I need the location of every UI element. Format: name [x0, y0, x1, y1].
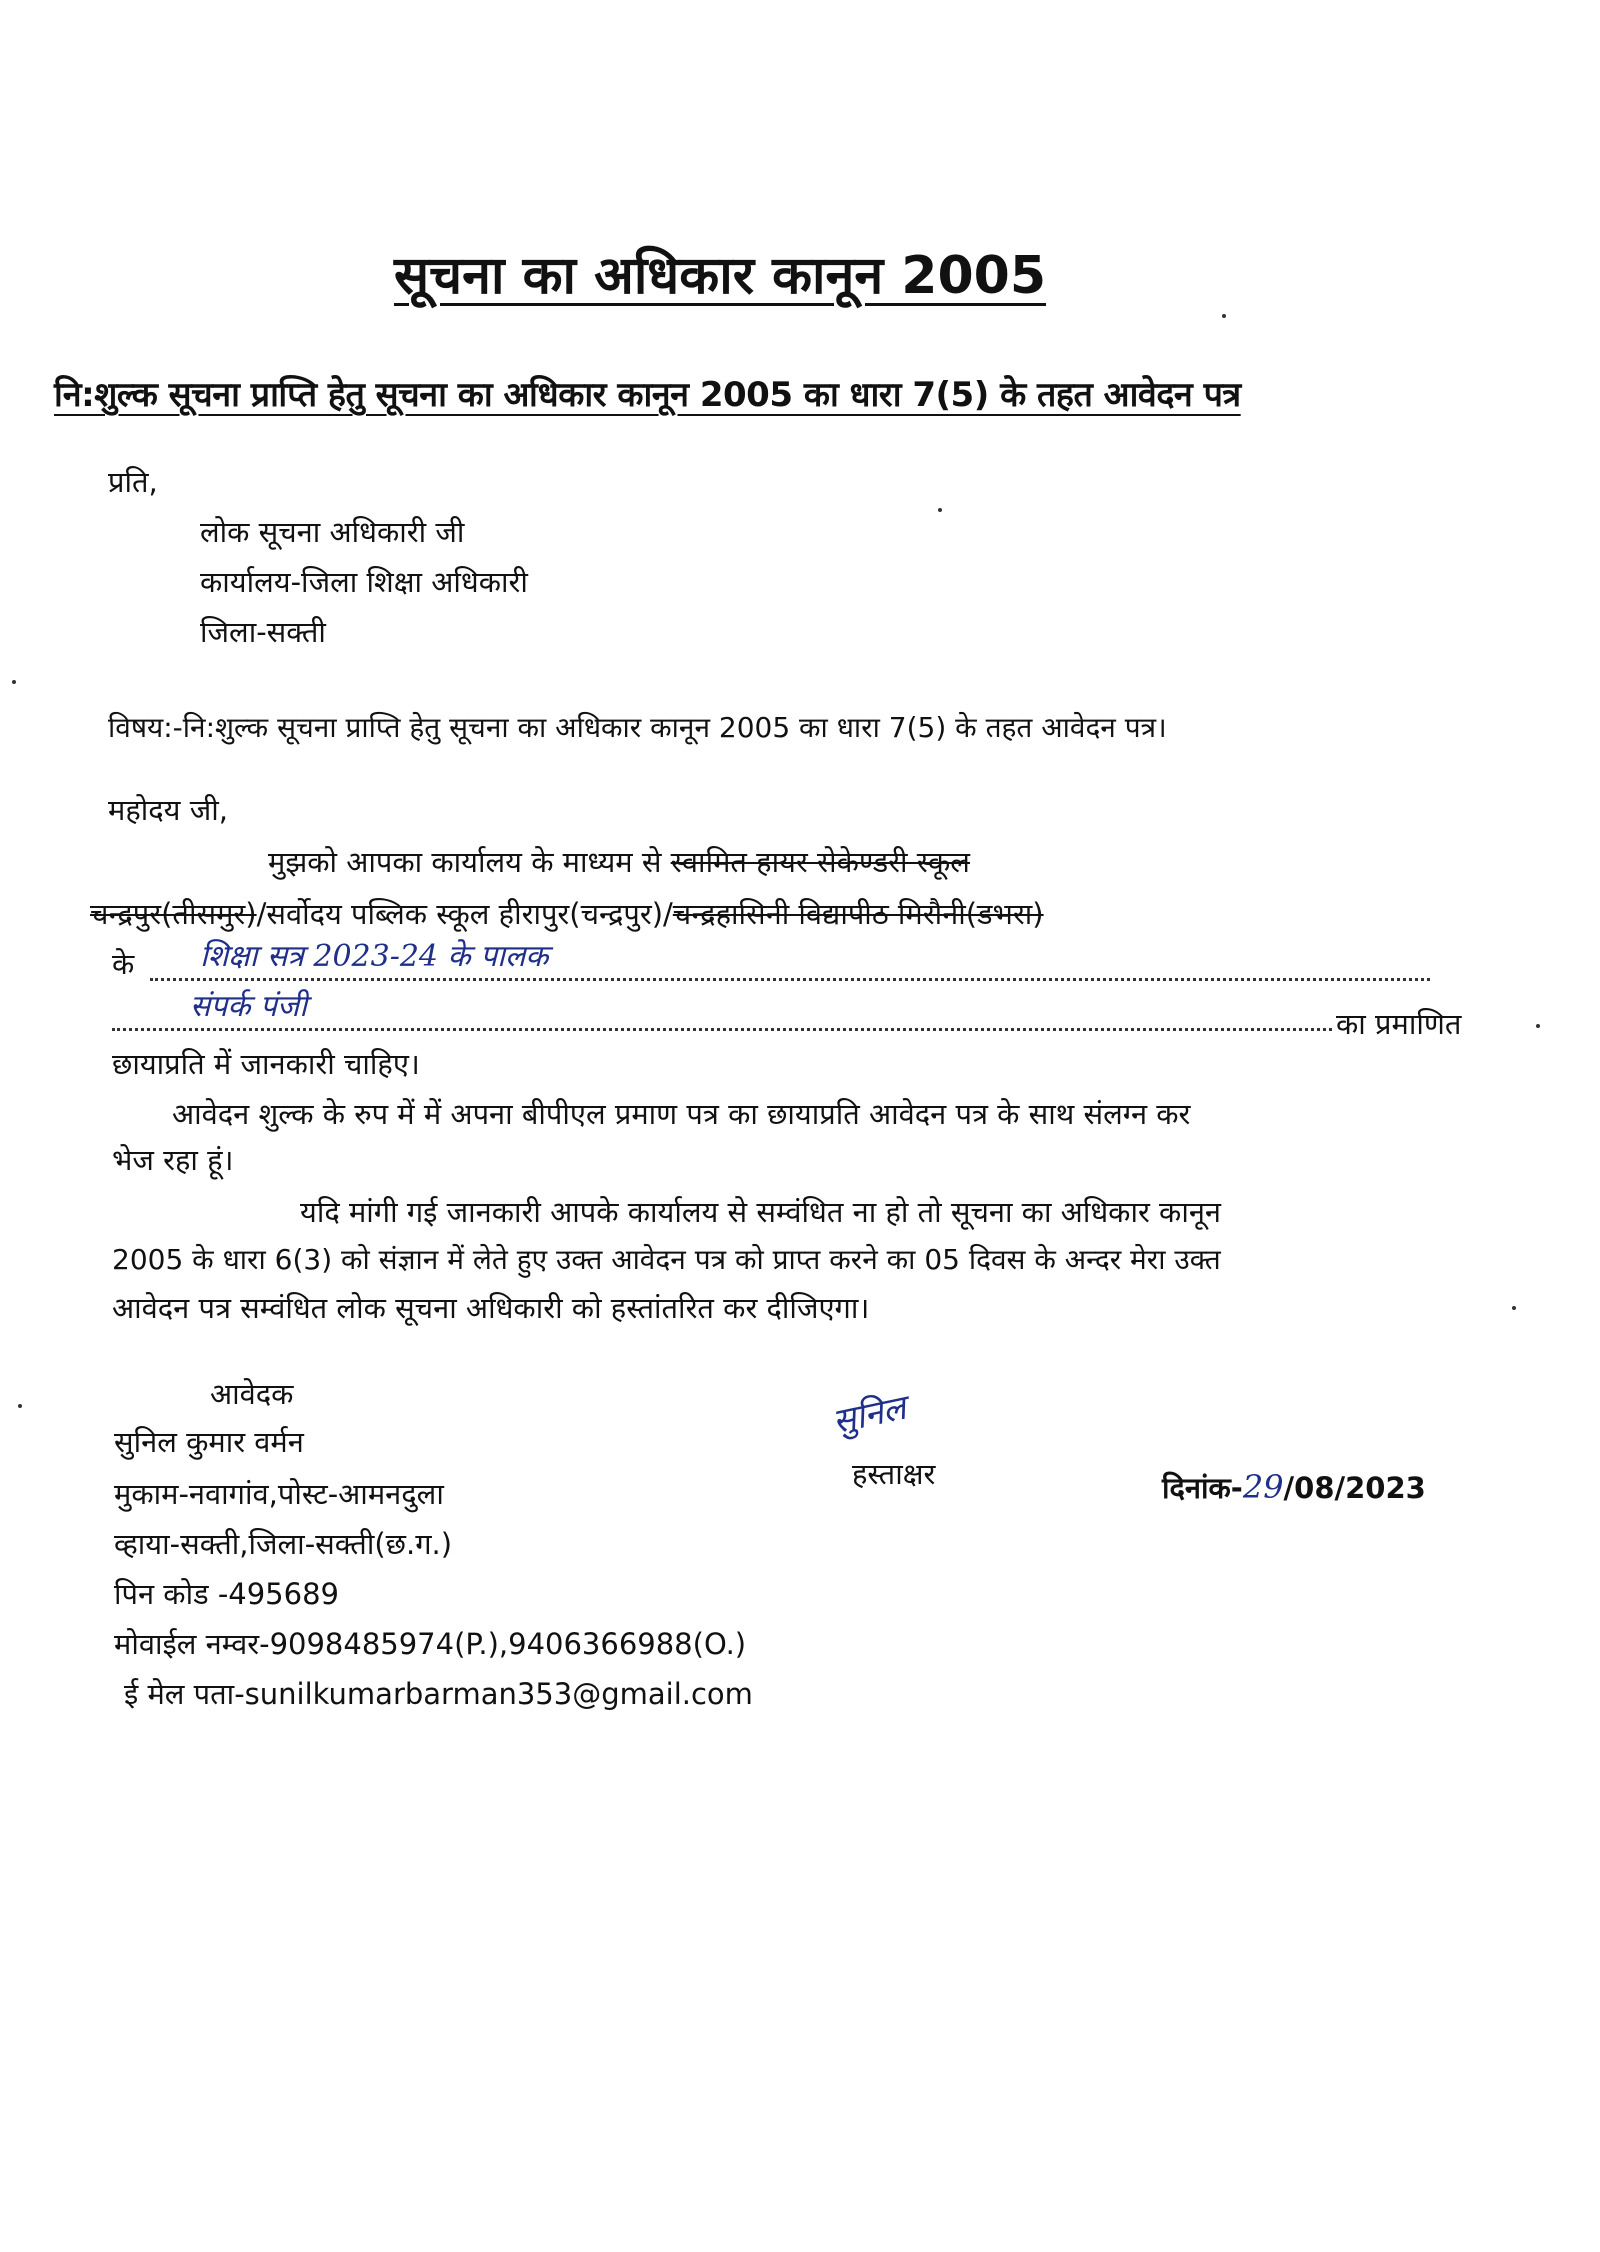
- para2-line-2: भेज रहा हूं।: [112, 1143, 234, 1177]
- date-field: [1162, 1468, 1426, 1507]
- handwritten-entry-1: शिक्षा सत्र 2023-24 के पालक: [200, 939, 549, 974]
- addressee-line-2: कार्यालय-जिला शिक्षा अधिकारी: [200, 565, 528, 599]
- body-line-5: छायाप्रति में जानकारी चाहिए।: [112, 1047, 420, 1081]
- applicant-address-1: मुकाम-नवागांव,पोस्ट-आमनदुला: [114, 1477, 444, 1511]
- applicant-label: आवेदक: [210, 1377, 294, 1411]
- body-line-1-prefix: मुझको आपका कार्यालय के माध्यम से: [268, 845, 662, 879]
- applicant-mobile: मोवाईल नम्वर-9098485974(P.),9406366988(O.): [114, 1627, 747, 1661]
- addressee-to: प्रति,: [108, 465, 158, 499]
- scan-speck: [18, 1404, 22, 1408]
- addressee-line-3: जिला-सक्ती: [200, 615, 326, 649]
- body-line-1: [268, 842, 970, 881]
- date-month-year: /08/2023: [1283, 1471, 1426, 1505]
- page-subtitle: नि:शुल्क सूचना प्राप्ति हेतु सूचना का अधिकार कानून 2005 का धारा 7(5) के तहत आवेदन पत्र: [54, 375, 1241, 415]
- struck-school-1: स्वामित हायर सेकेण्डरी स्कूल: [670, 845, 970, 879]
- para3-line-2: 2005 के धारा 6(3) को संज्ञान में लेते हुए उक्त आवेदन पत्र को प्राप्त करने का 05 दिवस के अन्दर मेरा उक्त: [112, 1243, 1221, 1276]
- body-line-2: [90, 894, 1044, 933]
- dotted-fill-line-1: [150, 978, 1430, 981]
- struck-school-3: चन्द्रहासिनी विद्यापीठ मिरौनी(डभरा): [672, 897, 1044, 931]
- handwritten-signature: सुनिल: [829, 1387, 910, 1443]
- body-line-4-suffix: का प्रमाणित: [1336, 1007, 1462, 1041]
- handwritten-entry-2: संपर्क पंजी: [190, 989, 307, 1024]
- struck-school-2: चन्द्रपुर(तीसमुर): [90, 897, 257, 931]
- applicant-email: ई मेल पता-sunilkumarbarman353@gmail.com: [124, 1677, 753, 1711]
- scan-speck: [1222, 314, 1226, 318]
- salutation: महोदय जी,: [108, 793, 228, 827]
- applicant-pincode: पिन कोड -495689: [114, 1577, 339, 1611]
- body-line-3-prefix: के: [112, 947, 135, 981]
- applicant-address-2: व्हाया-सक्ती,जिला-सक्ती(छ.ग.): [114, 1527, 453, 1561]
- dotted-fill-line-2: [112, 1028, 1332, 1031]
- selected-school: /सर्वोदय पब्लिक स्कूल हीरापुर(चन्द्रपुर)/: [256, 897, 673, 931]
- scan-speck: [1512, 1306, 1516, 1310]
- signature-label: हस्ताक्षर: [852, 1457, 936, 1491]
- scan-speck: [1536, 1024, 1540, 1028]
- subject-line: विषय:-नि:शुल्क सूचना प्राप्ति हेतु सूचना का अधिकार कानून 2005 का धारा 7(5) के तहत आवेदन पत्र।: [108, 711, 1167, 744]
- addressee-line-1: लोक सूचना अधिकारी जी: [200, 515, 465, 549]
- applicant-name: सुनिल कुमार वर्मन: [114, 1425, 304, 1459]
- scan-speck: [12, 680, 16, 684]
- scan-speck: [938, 508, 942, 512]
- para3-line-1: यदि मांगी गई जानकारी आपके कार्यालय से सम्वंधित ना हो तो सूचना का अधिकार कानून: [300, 1195, 1222, 1229]
- date-label: दिनांक-: [1162, 1471, 1243, 1505]
- date-day-handwritten: 29: [1242, 1468, 1284, 1506]
- para2-line-1: आवेदन शुल्क के रुप में में अपना बीपीएल प्रमाण पत्र का छायाप्रति आवेदन पत्र के साथ संलग्न कर: [172, 1097, 1191, 1131]
- page-title: सूचना का अधिकार कानून 2005: [394, 246, 1047, 306]
- para3-line-3: आवेदन पत्र सम्वंधित लोक सूचना अधिकारी को हस्तांतरित कर दीजिएगा।: [112, 1291, 870, 1325]
